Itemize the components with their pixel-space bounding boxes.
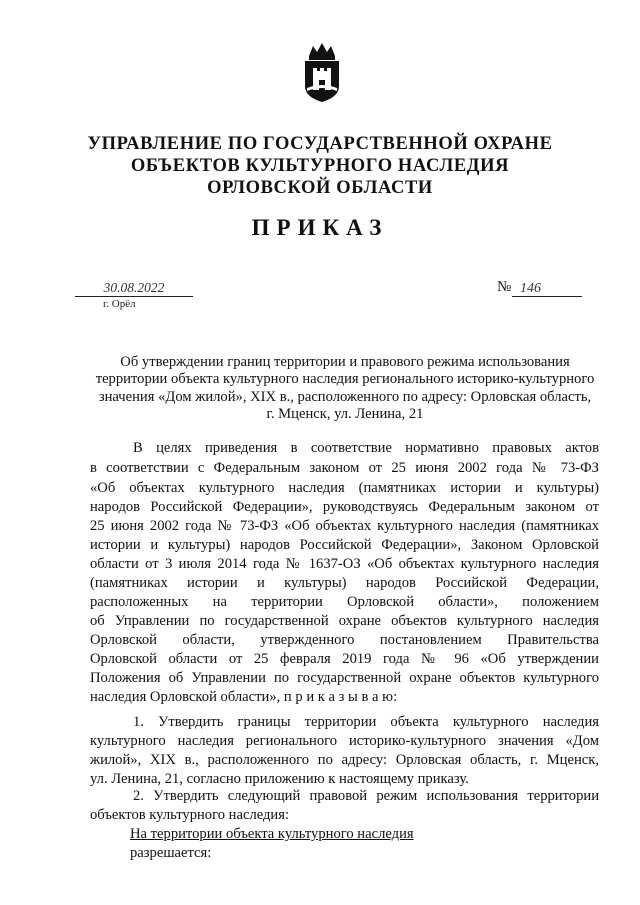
- preamble-line: В целях приведения в соответствие нормативно правовых актов: [133, 440, 599, 456]
- subject-line: г. Мценск, ул. Ленина, 21: [266, 405, 424, 422]
- item1-line: культурного наследия регионального историко-культурного значения «Дом: [90, 733, 599, 749]
- preamble-line: об Управлении по государственной охране объектов культурного наследия: [90, 613, 599, 629]
- permitted-label: разрешается:: [130, 845, 212, 861]
- item1-line: ул. Ленина, 21, согласно приложению к настоящему приказу.: [90, 771, 469, 787]
- preamble-line: расположенных на территории Орловской области», положением: [90, 594, 599, 610]
- org-name-line-3: ОРЛОВСКОЙ ОБЛАСТИ: [207, 178, 433, 198]
- org-name-line-1: УПРАВЛЕНИЕ ПО ГОСУДАРСТВЕННОЙ ОХРАНЕ: [87, 134, 553, 154]
- org-name-line-2: ОБЪЕКТОВ КУЛЬТУРНОГО НАСЛЕДИЯ: [130, 156, 510, 176]
- preamble-line: 25 июня 2002 года № 73-ФЗ «Об объектах культурного наследия (памятниках: [90, 518, 599, 534]
- preamble-line: Орловской области, утвержденного постановлением Правительства: [90, 632, 599, 648]
- preamble-line: «Об объектах культурного наследия (памятниках истории и культуры): [90, 480, 599, 496]
- city-label: г. Орёл: [103, 298, 136, 310]
- coat-of-arms-icon: [299, 42, 345, 104]
- item2-line: 2. Утвердить следующий правовой режим использования территории: [133, 788, 599, 804]
- preamble-line: (памятниках истории и культуры) народов Российской Федерации,: [90, 575, 599, 591]
- subject-line: значения «Дом жилой», XIX в., расположенного по адресу: Орловская область,: [98, 388, 592, 405]
- section-heading: На территории объекта культурного наследия: [130, 826, 414, 842]
- item2-line: объектов культурного наследия:: [90, 807, 290, 823]
- preamble-line: области от 3 июля 2014 года № 1637-ОЗ «Об объектах культурного наследия: [90, 556, 599, 572]
- order-subject: [80, 354, 610, 423]
- subject-line: Об утверждении границ территории и правового режима использования: [120, 354, 570, 370]
- number-label: №: [497, 279, 512, 295]
- preamble-line: Орловской области от 25 февраля 2019 года № 96 «Об утверждении: [90, 651, 599, 667]
- item1-line: 1. Утвердить границы территории объекта культурного наследия: [133, 714, 599, 730]
- preamble-line: Положения об Управлении по государственной охране объектов культурного: [90, 670, 599, 686]
- order-date: 30.08.2022: [75, 280, 193, 297]
- document-title: ПРИКАЗ: [251, 215, 389, 240]
- preamble-line: наследия Орловской области», п р и к а з ы в а ю:: [90, 689, 398, 705]
- preamble-line: в соответствии с Федеральным законом от 25 июня 2002 года № 73-ФЗ: [90, 460, 599, 476]
- subject-line: территории объекта культурного наследия регионального историко-культурного: [95, 371, 595, 388]
- item1-line: жилой», XIX в., расположенного по адресу: Орловская область, г. Мценск,: [90, 752, 599, 768]
- preamble-line: истории и культуры) народов Российской Федерации», Законом Орловской: [90, 537, 599, 553]
- preamble-line: народов Российской Федерации», руководствуясь Федеральным законом от: [90, 499, 599, 515]
- order-number: 146: [512, 280, 582, 297]
